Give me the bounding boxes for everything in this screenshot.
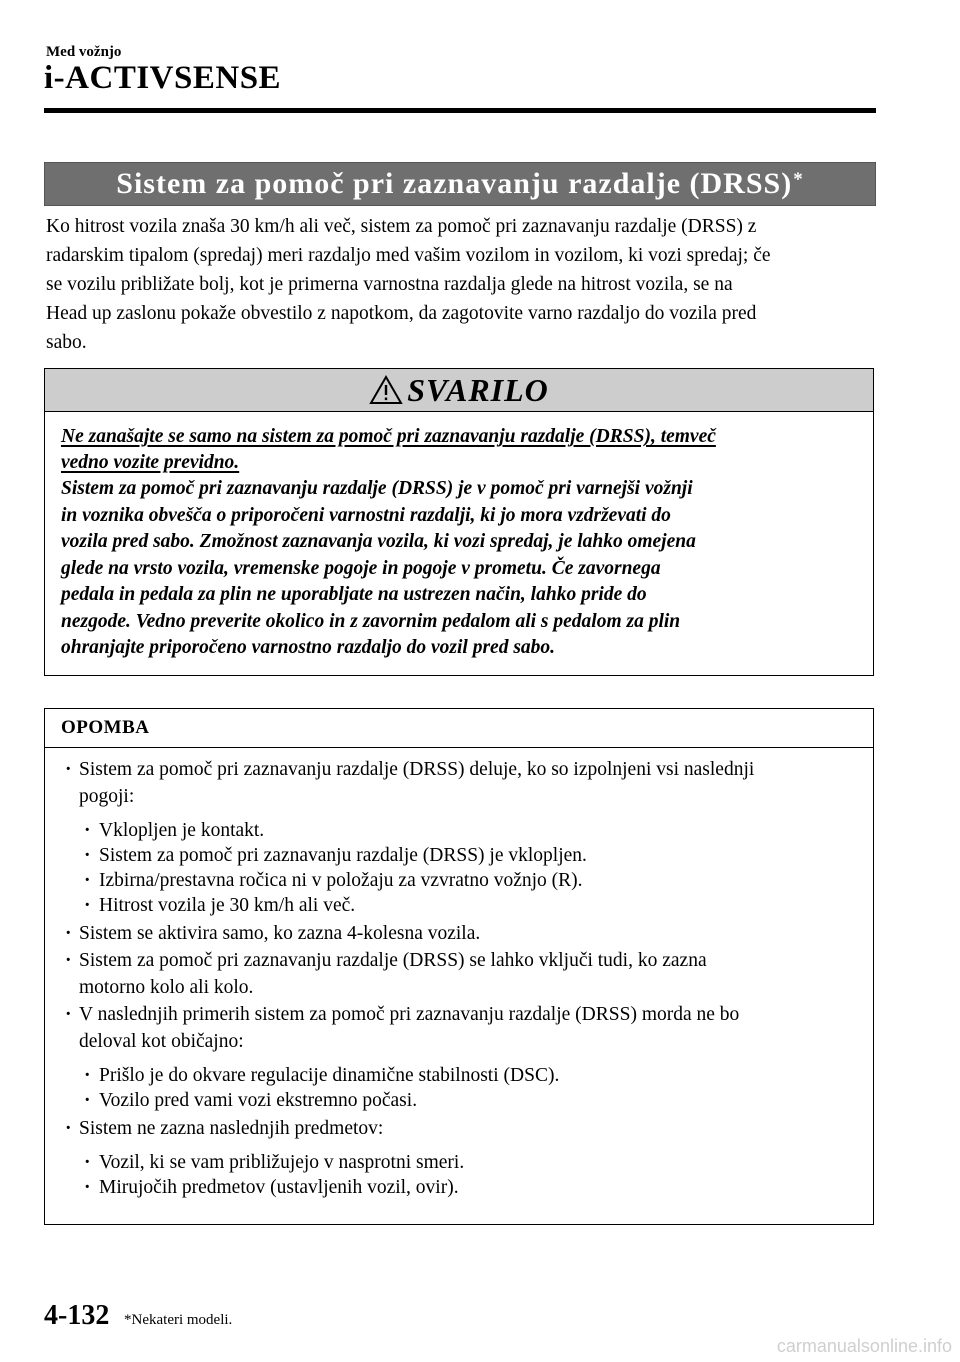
note-line: Sistem za pomoč pri zaznavanju razdalje (DRSS) deluje, ko so izpolnjeni vsi naslednji xyxy=(79,759,755,780)
asterisk-marker: * xyxy=(793,169,804,190)
warning-text-line: vozila pred sabo. Zmožnost zaznavanja vozila, ki vozi spredaj, je lahko omejena xyxy=(61,531,696,552)
note-line: Vozilo pred vami vozi ekstremno počasi. xyxy=(99,1090,418,1111)
warning-box xyxy=(44,368,874,676)
note-line: motorno kolo ali kolo. xyxy=(79,977,254,998)
note-sub-bullet xyxy=(63,893,853,918)
footnote: *Nekateri modeli. xyxy=(124,1312,233,1328)
warning-triangle-icon xyxy=(369,375,403,405)
note-sub-bullet xyxy=(63,843,853,868)
warning-header xyxy=(45,369,873,412)
warning-text-line: pedala in pedala za plin ne uporabljate na ustrezen način, lahko pride do xyxy=(61,584,647,605)
bullet-dot-icon: · xyxy=(65,950,72,971)
note-line: Sistem se aktivira samo, ko zazna 4-kolesna vozila. xyxy=(79,923,481,944)
bullet-dot-icon: · xyxy=(65,759,72,780)
bullet-dot-icon: · xyxy=(65,923,72,944)
note-line: Hitrost vozila je 30 km/h ali več. xyxy=(99,895,356,916)
intro-line: radarskim tipalom (spredaj) meri razdaljo med vašim vozilom in vozilom, ki vozi spredaj; če xyxy=(46,245,771,266)
note-line: Sistem ne zazna naslednjih predmetov: xyxy=(79,1118,384,1139)
chapter-title: i-ACTIVSENSE xyxy=(44,60,282,96)
note-line: Vklopljen je kontakt. xyxy=(99,820,265,841)
section-title-banner xyxy=(44,162,876,206)
note-sub-bullet xyxy=(63,818,853,843)
bullet-dot-icon: · xyxy=(84,820,91,841)
note-line: Vozil, ki se vam približujejo v nasprotni smeri. xyxy=(99,1152,465,1173)
note-sub-bullet xyxy=(63,868,853,893)
bullet-dot-icon: · xyxy=(84,845,91,866)
note-line: pogoji: xyxy=(79,786,135,807)
watermark: carmanualsonline.info xyxy=(776,1336,952,1356)
section-title: Sistem za pomoč pri zaznavanju razdalje (DRSS) xyxy=(116,167,793,200)
warning-title: SVARILO xyxy=(407,371,549,408)
note-body xyxy=(45,748,873,1200)
bullet-dot-icon: · xyxy=(84,1177,91,1198)
bullet-dot-icon: · xyxy=(84,1090,91,1111)
note-bullet xyxy=(63,1115,853,1142)
note-box xyxy=(44,708,874,1225)
note-header: OPOMBA xyxy=(45,709,873,748)
section-label: Med vožnjo xyxy=(46,44,122,60)
bullet-dot-icon: · xyxy=(84,1152,91,1173)
note-line: Prišlo je do okvare regulacije dinamične stabilnosti (DSC). xyxy=(99,1065,560,1086)
note-line: V naslednjih primerih sistem za pomoč pri zaznavanju razdalje (DRSS) morda ne bo xyxy=(79,1004,740,1025)
note-line: Mirujočih predmetov (ustavljenih vozil, ovir). xyxy=(99,1177,459,1198)
warning-lead-line: vedno vozite previdno. xyxy=(61,452,240,473)
bullet-dot-icon: · xyxy=(84,895,91,916)
warning-text-line: glede na vrsto vozila, vremenske pogoje in pogoje v prometu. Če zavornega xyxy=(61,557,661,579)
note-line: deloval kot običajno: xyxy=(79,1031,244,1052)
note-line: Sistem za pomoč pri zaznavanju razdalje (DRSS) je vklopljen. xyxy=(99,845,587,866)
warning-body xyxy=(45,412,873,662)
intro-paragraph xyxy=(46,212,876,357)
bullet-dot-icon: · xyxy=(84,870,91,891)
note-line: Sistem za pomoč pri zaznavanju razdalje (DRSS) se lahko vključi tudi, ko zazna xyxy=(79,950,707,971)
page-number: 4-132 xyxy=(44,1300,110,1331)
intro-line: Ko hitrost vozila znaša 30 km/h ali več, sistem za pomoč pri zaznavanju razdalje (DRSS) z xyxy=(46,216,757,237)
warning-lead-line: Ne zanašajte se samo na sistem za pomoč pri zaznavanju razdalje (DRSS), temveč xyxy=(61,426,716,447)
note-bullet xyxy=(63,947,853,1001)
note-sub-bullet xyxy=(63,1088,853,1113)
warning-text-line: ohranjajte priporočeno varnostno razdaljo do vozil pred sabo. xyxy=(61,637,556,658)
intro-line: sabo. xyxy=(46,332,87,353)
warning-text-line: Sistem za pomoč pri zaznavanju razdalje (DRSS) je v pomoč pri varnejši vožnji xyxy=(61,478,693,499)
intro-line: Head up zaslonu pokaže obvestilo z napotkom, da zagotovite varno razdaljo do vozila pred xyxy=(46,303,757,324)
note-sub-bullet xyxy=(63,1175,853,1200)
bullet-dot-icon: · xyxy=(65,1004,72,1025)
note-sub-bullet xyxy=(63,1063,853,1088)
bullet-dot-icon: · xyxy=(65,1118,72,1139)
warning-text-line: in voznika obvešča o priporočeni varnostni razdalji, ki jo mora vzdrževati do xyxy=(61,504,671,526)
note-line: Izbirna/prestavna ročica ni v položaju za vzvratno vožnjo (R). xyxy=(99,870,583,891)
warning-text-line: nezgode. Vedno preverite okolico in z zavornim pedalom ali s pedalom za plin xyxy=(61,610,681,632)
bullet-dot-icon: · xyxy=(84,1065,91,1086)
intro-line: se vozilu približate bolj, kot je primerna varnostna razdalja glede na hitrost vozila, se na xyxy=(46,274,733,295)
note-bullet xyxy=(63,756,853,810)
note-bullet xyxy=(63,920,853,947)
chapter-rule xyxy=(44,108,876,113)
note-sub-bullet xyxy=(63,1150,853,1175)
note-bullet xyxy=(63,1001,853,1055)
